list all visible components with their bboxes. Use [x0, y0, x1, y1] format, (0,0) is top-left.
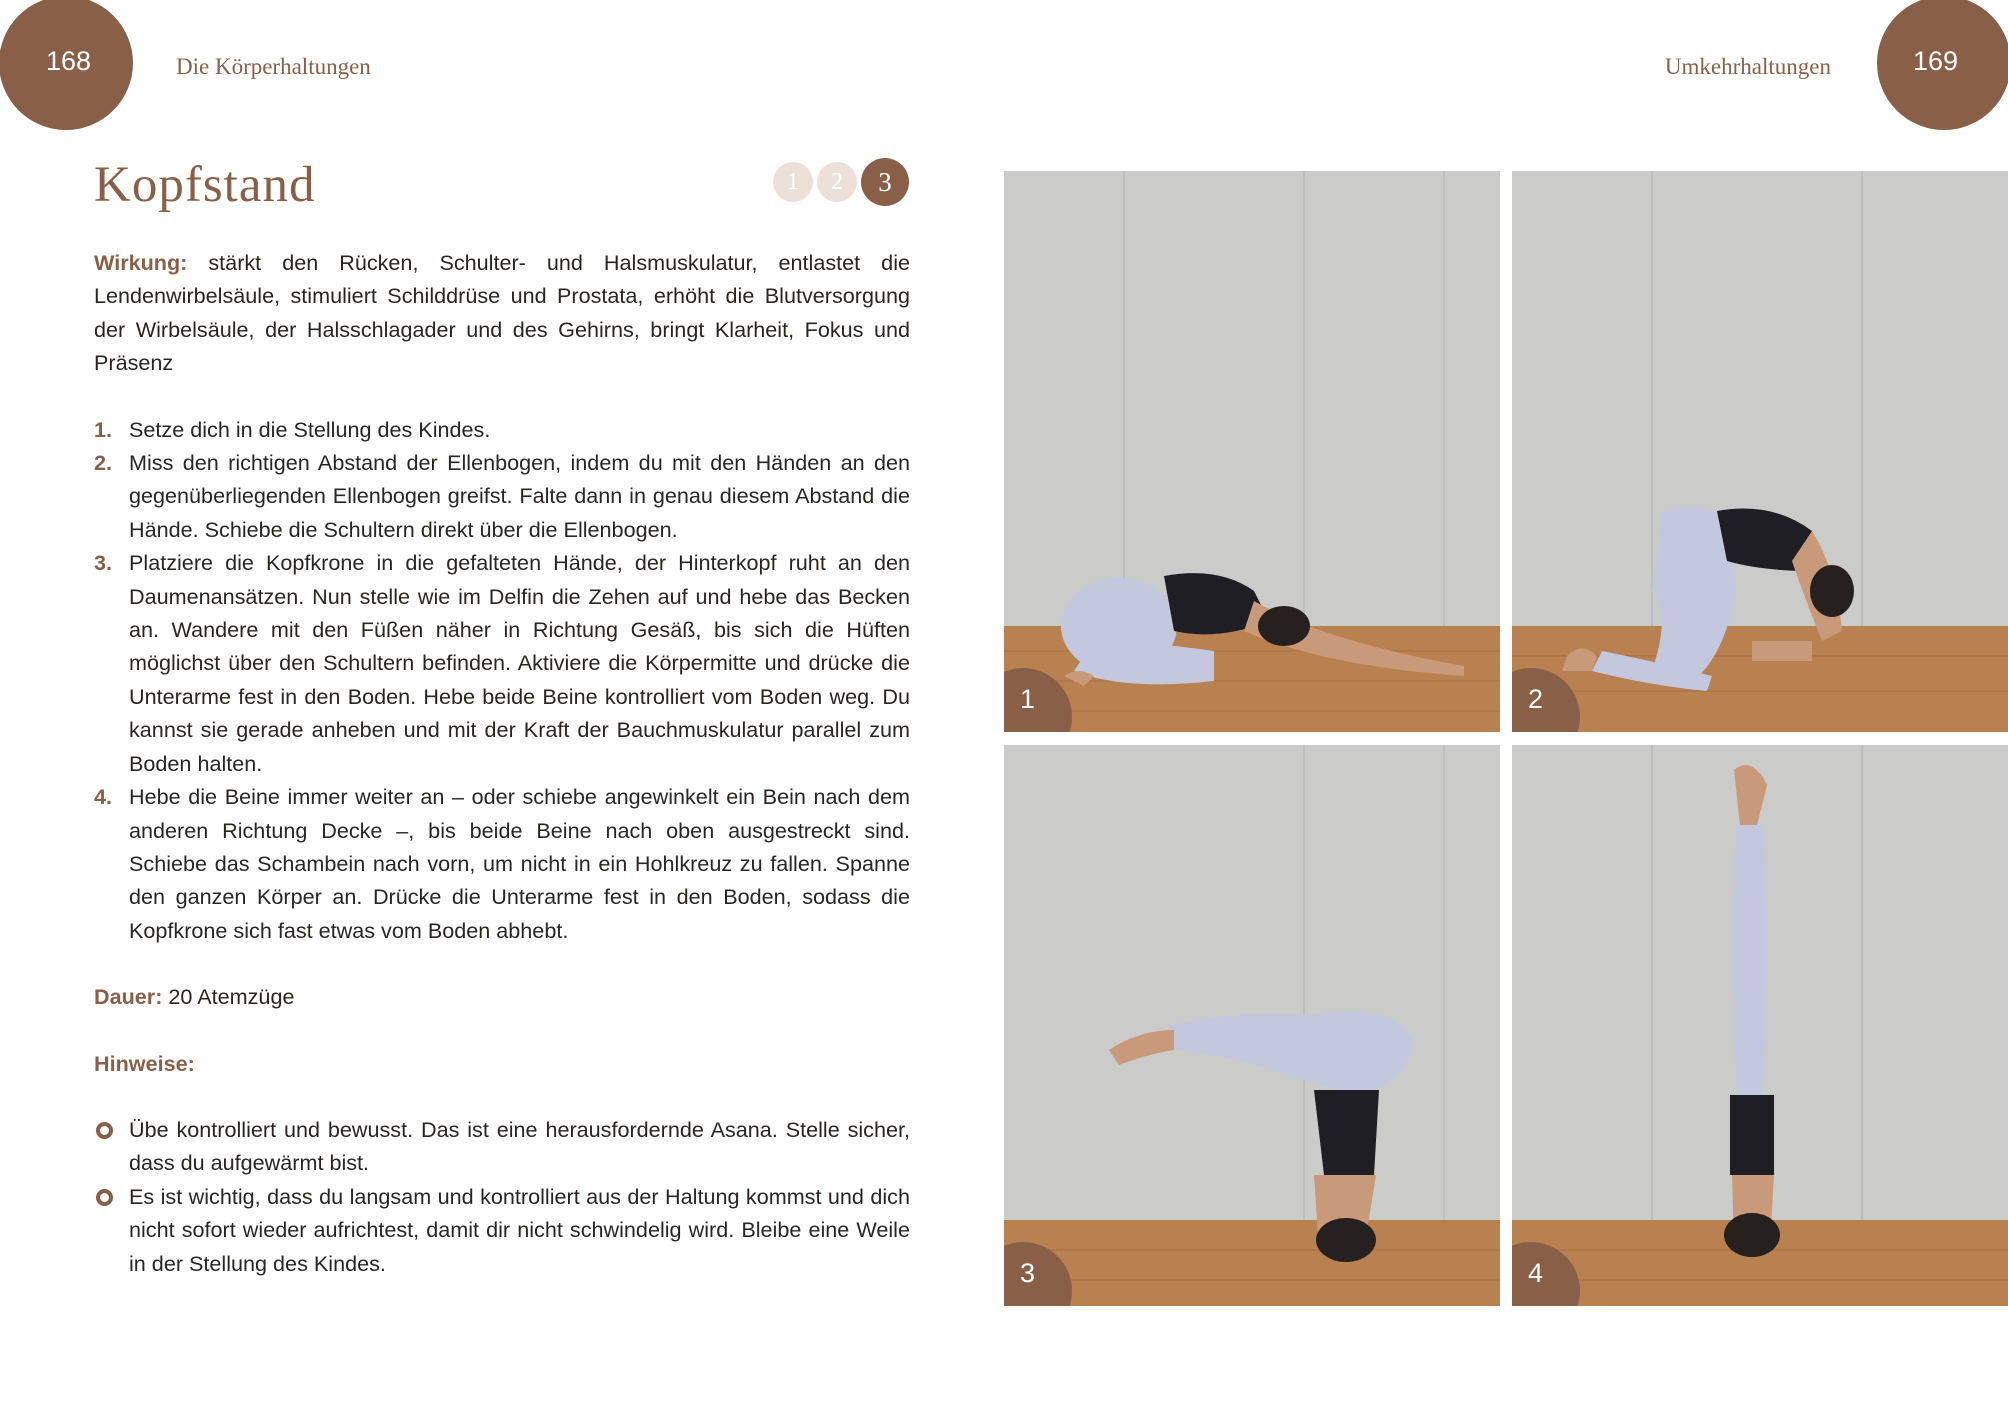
page-number-left: 168 — [46, 46, 92, 76]
step-number: 4. — [94, 784, 113, 810]
difficulty-indicator — [773, 158, 909, 206]
step-text: Platziere die Kopfkrone in die gefalteten Hände, der Hinterkopf ruht an den Daumenansätzen. Nun stelle wie im Delfin die Zehen auf und hebe das Becken an. Wandere mit den Füßen näher in Richtung Gesäß, bis sich die Hüften möglichst über den Schultern befinden. Aktiviere die Körpermitte und drücke die Unterarme fest in den Boden. Hebe beide Beine kontrolliert vom Boden weg. Du kannst sie gerade anheben und mit der Kraft der Bauchmuskulatur parallel zum Boden halten. — [129, 550, 910, 776]
difficulty-level-3-active: 3 — [861, 158, 909, 206]
headstand-prep-illustration — [1512, 171, 2008, 732]
step-item — [94, 413, 910, 446]
difficulty-level-1: 1 — [773, 162, 813, 202]
duration-paragraph — [94, 980, 910, 1013]
photo-step-3 — [1004, 745, 1500, 1306]
duration-text: 20 Atemzüge — [162, 984, 295, 1010]
full-headstand-illustration — [1512, 745, 2008, 1306]
pose-title: Kopfstand — [94, 157, 316, 213]
step-number: 3. — [94, 550, 113, 576]
step-text: Setze dich in die Stellung des Kindes. — [129, 416, 491, 442]
effect-paragraph — [94, 246, 910, 380]
running-head-left: Die Körperhaltungen — [176, 54, 371, 79]
photo-label: 2 — [1528, 684, 1544, 714]
step-text: Hebe die Beine immer weiter an – oder schiebe angewinkelt ein Bein nach dem anderen Richtung Decke –, bis beide Beine nach oben ausgestreckt sind. Schiebe das Schambein nach vorn, um nicht in ein Hohlkreuz zu fallen. Spanne den ganzen Körper an. Drücke die Unterarme fest in den Boden, sodass die Kopfkrone sich fast etwas vom Boden abhebt. — [129, 784, 910, 943]
effect-label: Wirkung: — [94, 250, 188, 275]
photo-step-1 — [1004, 171, 1500, 732]
notes-heading — [94, 1047, 910, 1080]
step-number: 2. — [94, 450, 113, 476]
photo-label: 1 — [1020, 684, 1036, 714]
pose-description — [94, 246, 910, 1280]
duration-label: Dauer: — [94, 984, 163, 1010]
photo-label: 4 — [1528, 1258, 1544, 1288]
page-number-right: 169 — [1913, 46, 1959, 76]
note-text: Es ist wichtig, dass du langsam und kontrolliert aus der Haltung kommst und dich nicht sofort wieder aufrichtest, damit dir nicht schwindelig wird. Bleibe eine Weile in der Stellung des Kindes. — [129, 1183, 910, 1276]
bullet-ring-icon — [96, 1122, 113, 1139]
instruction-steps — [94, 413, 910, 948]
step-number: 1. — [94, 416, 113, 442]
step-item — [94, 546, 910, 780]
note-item — [94, 1113, 910, 1180]
bullet-ring-icon — [96, 1189, 113, 1206]
note-item — [94, 1180, 910, 1280]
half-headstand-illustration — [1004, 745, 1500, 1306]
step-text: Miss den richtigen Abstand der Ellenbogen, indem du mit den Händen an den gegenüberliegenden Ellenbogen greifst. Falte dann in genau diesem Abstand die Hände. Schiebe die Schultern direkt über die Ellenbogen. — [129, 450, 910, 542]
childs-pose-illustration — [1004, 171, 1500, 732]
notes-label: Hinweise: — [94, 1050, 195, 1076]
effect-text: stärkt den Rücken, Schulter- und Halsmuskulatur, entlastet die Lendenwirbelsäule, stimuliert Schilddrüse und Prostata, erhöht die Blutversorgung der Wirbelsäule, der Halsschlagader und des Gehirns, bringt Klarheit, Fokus und Präsenz — [94, 250, 910, 376]
running-head-right: Umkehrhaltungen — [1664, 54, 1831, 79]
notes-list — [94, 1113, 910, 1280]
note-text: Übe kontrolliert und bewusst. Das ist eine herausfordernde Asana. Stelle sicher, dass du aufgewärmt bist. — [129, 1116, 910, 1176]
photo-step-2 — [1512, 171, 2008, 732]
photo-label: 3 — [1020, 1258, 1036, 1288]
difficulty-level-2: 2 — [817, 162, 857, 202]
step-item — [94, 446, 910, 546]
photo-step-4 — [1512, 745, 2008, 1306]
step-item — [94, 780, 910, 947]
